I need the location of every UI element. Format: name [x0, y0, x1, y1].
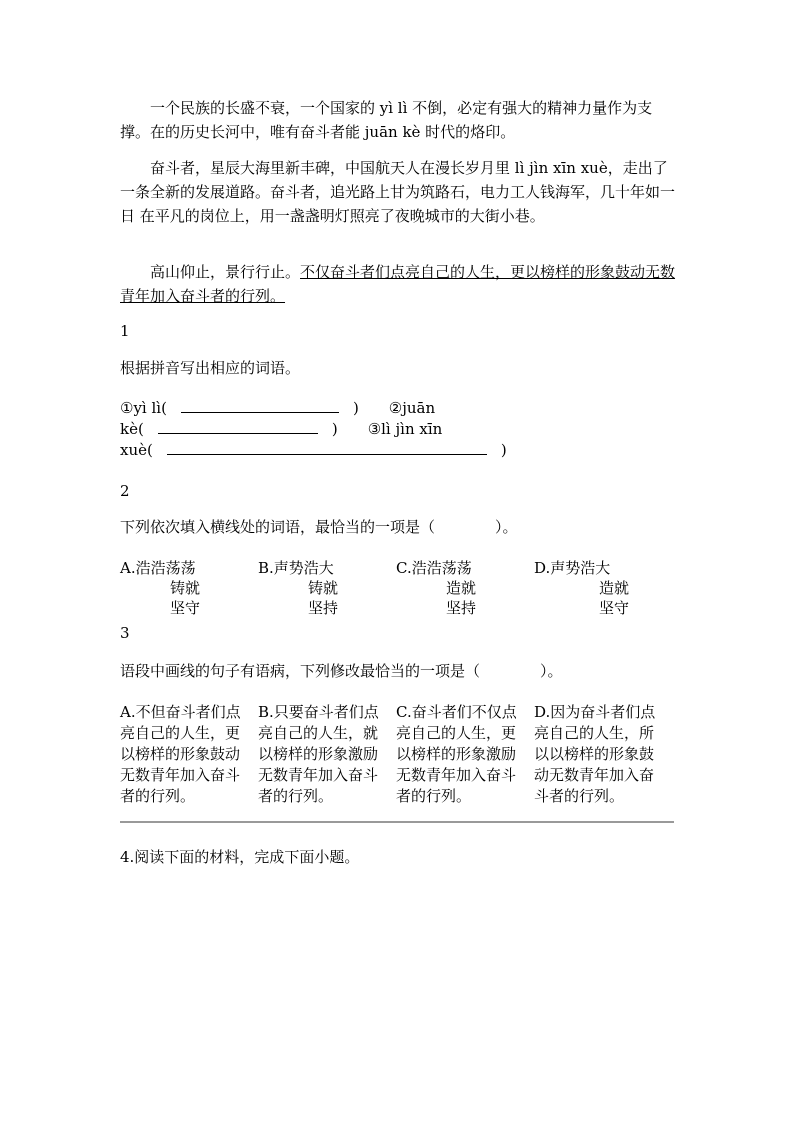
- item-2-label-a: ②juān: [388, 399, 436, 417]
- option-d-line-2: 造就: [598, 579, 629, 597]
- question-1-prompt: 根据拼音写出相应的词语。: [120, 359, 301, 377]
- question-3-option-c[interactable]: C.奋斗者们不仅点亮自己的人生，更以榜样的形象激励无数青年加入奋斗者的行列。: [396, 703, 517, 805]
- passage-paragraph-3: [120, 260, 676, 308]
- item-2-close: ): [331, 420, 338, 438]
- option-b-line-2: 铸就: [307, 579, 338, 597]
- item-3-label-b: xuè(: [120, 441, 153, 459]
- item-3-label-a: ③lì jìn xīn: [367, 420, 443, 438]
- question-3-option-b[interactable]: B.只要奋斗者们点亮自己的人生，就以榜样的形象激励无数青年加入奋斗者的行列。: [258, 703, 379, 805]
- question-2-number: 2: [120, 482, 130, 500]
- item-1-label: ①yì lì(: [120, 399, 167, 417]
- option-b-line-3: 坚持: [307, 599, 338, 617]
- question-2-option-d[interactable]: [534, 558, 674, 618]
- question-4-prompt: 4.阅读下面的材料，完成下面小题。: [120, 848, 360, 866]
- question-3-option-a[interactable]: A.不但奋斗者们点亮自己的人生，更以榜样的形象鼓动无数青年加入奋斗者的行列。: [120, 703, 241, 805]
- answer-blank-2[interactable]: [158, 419, 318, 434]
- question-1-line-2: [120, 418, 442, 440]
- option-c-line-1: C.浩浩荡荡: [396, 559, 472, 577]
- question-3-prompt: 语段中画线的句子有语病，下列修改最恰当的一项是（ ）。: [120, 662, 563, 680]
- question-2-option-c[interactable]: [396, 558, 526, 618]
- question-2-prompt: 下列依次填入横线处的词语，最恰当的一项是（ ）。: [120, 518, 518, 536]
- item-1-close: ): [352, 399, 359, 417]
- option-a-line-2: 铸就: [169, 579, 200, 597]
- section-divider: [120, 821, 674, 823]
- question-3-option-d[interactable]: D.因为奋斗者们点亮自己的人生，所以以榜样的形象鼓动无数青年加入奋斗者的行列。: [534, 703, 656, 805]
- passage-paragraph-2: 奋斗者，星辰大海里新丰碑，中国航天人在漫长岁月里 lì jìn xīn xuè，走出了一条全新的发展道路。奋斗者，追光路上甘为筑路石，电力工人钱海军，几十年如一日 在平凡的岗位上，用一盏盏明灯照亮了夜晚城市的大街小巷。: [120, 159, 676, 225]
- question-3-number: 3: [120, 624, 130, 642]
- passage-paragraph-3-plain: 高山仰止，景行行止。: [150, 263, 301, 281]
- item-3-close: ): [500, 441, 507, 459]
- answer-blank-1[interactable]: [181, 398, 339, 413]
- option-d-line-1: D.声势浩大: [534, 559, 611, 577]
- option-c-line-2: 造就: [445, 579, 476, 597]
- item-2-label-b: kè(: [120, 420, 144, 438]
- option-a-line-1: A.浩浩荡荡: [120, 559, 196, 577]
- option-b-line-1: B.声势浩大: [258, 559, 334, 577]
- option-a-line-3: 坚守: [169, 599, 200, 617]
- option-c-line-3: 坚持: [445, 599, 476, 617]
- question-1-line-1: [120, 397, 435, 419]
- passage-paragraph-1: 一个民族的长盛不衰，一个国家的 yì lì 不倒，必定有强大的精神力量作为支撑。在的历史长河中，唯有奋斗者能 juān kè 时代的烙印。: [120, 99, 653, 141]
- question-1-line-3: [120, 439, 507, 461]
- option-d-line-3: 坚守: [598, 599, 629, 617]
- question-2-option-b[interactable]: [258, 558, 388, 618]
- underlined-sentence: 不仅奋斗者们点亮自己的人生，更以榜样的形象鼓动无数青年加入奋斗者的行列。: [120, 263, 676, 305]
- question-1-number: 1: [120, 322, 130, 340]
- question-2-option-a[interactable]: [120, 558, 250, 618]
- answer-blank-3[interactable]: [167, 440, 487, 455]
